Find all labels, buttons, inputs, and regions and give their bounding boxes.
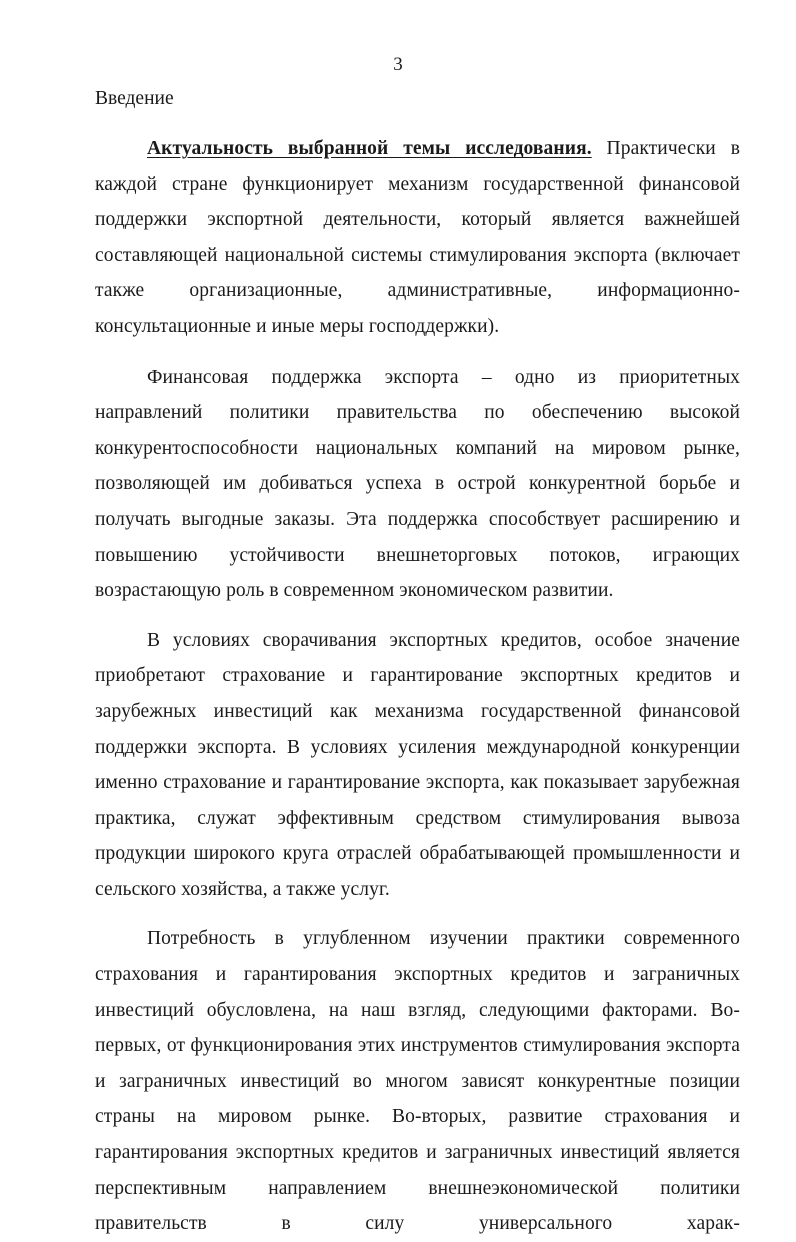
paragraph-research-need [95,921,740,1241]
paragraph-relevance [95,131,740,345]
page-number: 3 [393,54,403,75]
section-title: Введение [95,88,174,109]
paragraph-financial-support [95,360,740,609]
relevance-heading: Актуальность выбранной темы исследования. [147,138,592,159]
paragraph-text: Финансовая поддержка экспорта – одно из приоритетных направлений политики правительства по обеспечению высокой конкурентоспособности национальных компаний на мировом рынке, позволяющей им добиваться успеха в острой конкурентной борьбе и получать выгодные заказы. Эта поддержка способствует расширению и повышению устойчивости внешнеторговых потоков, играющих возрастающую роль в современном экономическом развитии. [95,366,740,602]
paragraph-text: В условиях сворачивания экспортных кредитов, особое значение приобретают страхование и гарантирование экспортных кредитов и зарубежных инвестиций как механизма государственной финансовой поддержки экспорта. В условиях усиления международной конкуренции именно страхование и гарантирование экспорта, как показывает зарубежная практика, служат эффективным средством стимулирования вывоза продукции широкого круга отраслей обрабатывающей промышленности и сельского хозяйства, а также услуг. [95,629,740,900]
paragraph-text: Потребность в углубленном изучении практики современного страхования и гарантирования экспортных кредитов и заграничных инвестиций обусловлена, на наш взгляд, следующими факторами. Во-первых, от функционирования этих инструментов стимулирования экспорта и заграничных инвестиций во многом зависят конкурентные позиции страны на мировом рынке. Во-вторых, развитие страхования и гарантирования экспортных кредитов и заграничных инвестиций является перспективным направлением внешнеэкономической политики правительств в силу универсального харак- [95,928,740,1235]
body-text [95,131,740,1242]
paragraph-export-credits [95,623,740,908]
paragraph-text: Практически в каждой стране функционирует механизм государственной финансовой поддержки экспортной деятельности, который является важнейшей составляющей национальной системы стимулирования экспорта (включает также организационные, административные, информационно-консультационные и иные меры господдержки). [95,138,741,337]
